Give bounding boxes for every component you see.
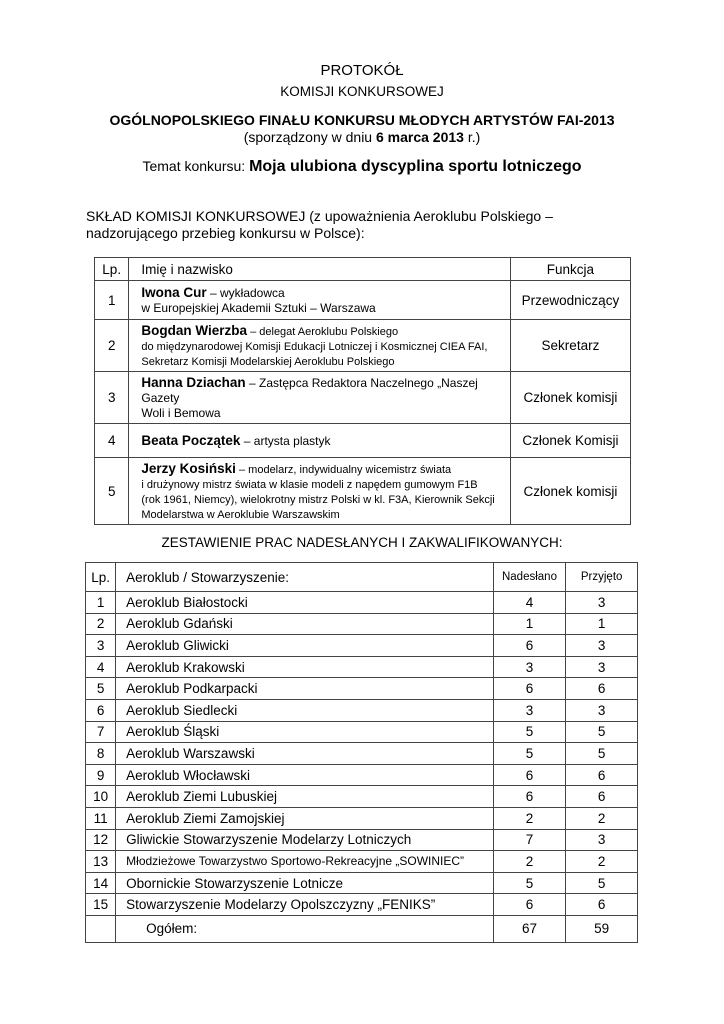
works-club: Aeroklub Warszawski <box>116 743 494 765</box>
works-row <box>86 764 638 786</box>
works-lp: 5 <box>86 678 116 700</box>
works-accepted: 3 <box>566 635 638 657</box>
works-accepted: 2 <box>566 807 638 829</box>
works-lp: 7 <box>86 721 116 743</box>
works-club: Stowarzyszenie Modelarzy Opolszczyzny „FENIKS” <box>116 894 494 916</box>
works-accepted: 3 <box>566 829 638 851</box>
works-club: Aeroklub Białostocki <box>116 592 494 614</box>
committee-header-name: Imię i nazwisko <box>129 258 510 281</box>
date-prefix: (sporządzony w dniu <box>243 129 376 145</box>
works-accepted: 6 <box>566 894 638 916</box>
works-accepted: 5 <box>566 872 638 894</box>
committee-header-lp: Lp. <box>95 258 129 281</box>
works-header-row <box>86 563 638 592</box>
works-club: Gliwickie Stowarzyszenie Modelarzy Lotniczych <box>116 829 494 851</box>
works-sent: 1 <box>493 613 566 635</box>
works-row <box>86 635 638 657</box>
works-club: Młodzieżowe Towarzystwo Sportowo-Rekreacyjne „SOWINIEC” <box>116 851 494 873</box>
committee-member <box>129 424 510 458</box>
date-value: 6 marca 2013 <box>375 129 464 145</box>
works-lp: 4 <box>86 656 116 678</box>
committee-lp: 3 <box>95 372 129 424</box>
document-subtitle: KOMISJI KONKURSOWEJ <box>280 84 444 99</box>
works-sent: 5 <box>493 743 566 765</box>
works-club: Aeroklub Ziemi Lubuskiej <box>116 786 494 808</box>
works-accepted: 3 <box>566 699 638 721</box>
works-lp: 14 <box>86 872 116 894</box>
committee-row <box>95 320 631 372</box>
works-row <box>86 829 638 851</box>
works-accepted: 3 <box>566 656 638 678</box>
works-accepted: 5 <box>566 721 638 743</box>
date-suffix: r.) <box>463 129 481 145</box>
works-club: Aeroklub Podkarpacki <box>116 678 494 700</box>
works-club: Obornickie Stowarzyszenie Lotnicze <box>116 872 494 894</box>
committee-lp: 2 <box>95 320 129 372</box>
works-table <box>85 562 638 943</box>
works-sent: 6 <box>493 678 566 700</box>
member-name: Jerzy Kosiński <box>141 461 236 476</box>
committee-table <box>94 257 631 525</box>
works-row <box>86 721 638 743</box>
works-row <box>86 872 638 894</box>
committee-lp: 1 <box>95 281 129 320</box>
works-row <box>86 592 638 614</box>
theme-label: Temat konkursu: <box>142 158 250 174</box>
works-lp: 11 <box>86 807 116 829</box>
works-title: ZESTAWIENIE PRAC NADESŁANYCH I ZAKWALIFIKOWANYCH: <box>161 535 563 550</box>
works-row <box>86 894 638 916</box>
works-club: Aeroklub Siedlecki <box>116 699 494 721</box>
works-row <box>86 678 638 700</box>
works-total-sent: 67 <box>493 915 566 942</box>
committee-member <box>129 458 510 525</box>
member-desc: Sekretarz Komisji Modelarskiej Aeroklubu Polskiego <box>141 356 395 368</box>
committee-member <box>129 372 510 424</box>
member-desc: – artysta plastyk <box>240 434 331 448</box>
member-desc: w Europejskiej Akademii Sztuki – Warszawa <box>141 301 376 315</box>
works-accepted: 3 <box>566 592 638 614</box>
works-accepted: 6 <box>566 764 638 786</box>
works-lp: 15 <box>86 894 116 916</box>
works-accepted: 1 <box>566 613 638 635</box>
works-lp: 10 <box>86 786 116 808</box>
committee-row <box>95 281 631 320</box>
member-name: Hanna Dziachan <box>141 375 246 390</box>
works-lp: 13 <box>86 851 116 873</box>
committee-header-row <box>95 258 631 281</box>
theme-line <box>0 158 724 176</box>
committee-row <box>95 424 631 458</box>
works-sent: 4 <box>493 592 566 614</box>
theme-value: Moja ulubiona dyscyplina sportu lotniczego <box>249 158 582 175</box>
works-lp: 8 <box>86 743 116 765</box>
member-desc: – delegat Aeroklubu Polskiego <box>247 326 399 338</box>
member-desc: – modelarz, indywidualny wicemistrz świata <box>235 464 452 476</box>
works-row <box>86 786 638 808</box>
works-lp: 9 <box>86 764 116 786</box>
works-sent: 2 <box>493 851 566 873</box>
works-row <box>86 656 638 678</box>
works-total-lp <box>86 915 116 942</box>
works-row <box>86 613 638 635</box>
works-total-row <box>86 915 638 942</box>
member-function: Członek komisji <box>510 458 630 525</box>
works-total-label: Ogółem: <box>116 915 494 942</box>
works-header-club: Aeroklub / Stowarzyszenie: <box>116 563 494 592</box>
member-desc: Modelarstwa w Aeroklubie Warszawskim <box>141 509 340 521</box>
works-sent: 5 <box>493 872 566 894</box>
member-desc: – wykładowca <box>206 286 285 300</box>
works-lp: 6 <box>86 699 116 721</box>
works-accepted: 5 <box>566 743 638 765</box>
member-function: Przewodniczący <box>510 281 630 320</box>
committee-lp: 4 <box>95 424 129 458</box>
works-accepted: 2 <box>566 851 638 873</box>
member-desc: (rok 1961, Niemcy), wielokrotny mistrz Polski w kl. F3A, Kierownik Sekcji <box>141 494 495 506</box>
committee-header-function: Funkcja <box>510 258 630 281</box>
works-header-accepted: Przyjęto <box>566 563 638 592</box>
works-club: Aeroklub Krakowski <box>116 656 494 678</box>
contest-heading: OGÓLNOPOLSKIEGO FINAŁU KONKURSU MŁODYCH ARTYSTÓW FAI-2013 <box>109 112 615 128</box>
works-sent: 5 <box>493 721 566 743</box>
committee-member <box>129 281 510 320</box>
works-sent: 7 <box>493 829 566 851</box>
works-lp: 3 <box>86 635 116 657</box>
committee-intro: SKŁAD KOMISJI KONKURSOWEJ (z upoważnienia Aeroklubu Polskiego – nadzorującego przebieg konkursu w Polsce): <box>86 208 553 241</box>
works-sent: 6 <box>493 764 566 786</box>
works-sent: 3 <box>493 656 566 678</box>
member-name: Bogdan Wierzba <box>141 323 248 338</box>
works-sent: 6 <box>493 894 566 916</box>
works-lp: 2 <box>86 613 116 635</box>
works-lp: 1 <box>86 592 116 614</box>
works-row <box>86 699 638 721</box>
member-name: Beata Początek <box>141 433 241 448</box>
works-row <box>86 743 638 765</box>
works-lp: 12 <box>86 829 116 851</box>
works-row <box>86 807 638 829</box>
works-club: Aeroklub Gdański <box>116 613 494 635</box>
works-header-sent: Nadesłano <box>493 563 566 592</box>
works-accepted: 6 <box>566 678 638 700</box>
member-desc: Woli i Bemowa <box>141 406 221 420</box>
works-total-accepted: 59 <box>566 915 638 942</box>
works-header-lp: Lp. <box>86 563 116 592</box>
committee-row <box>95 458 631 525</box>
member-name: Iwona Cur <box>141 285 207 300</box>
works-sent: 6 <box>493 635 566 657</box>
member-desc: i drużynowy mistrz świata w klasie modeli z napędem gumowym F1B <box>141 479 478 491</box>
member-function: Członek komisji <box>510 372 630 424</box>
works-club: Aeroklub Śląski <box>116 721 494 743</box>
works-club: Aeroklub Gliwicki <box>116 635 494 657</box>
works-club: Aeroklub Włocławski <box>116 764 494 786</box>
works-club: Aeroklub Ziemi Zamojskiej <box>116 807 494 829</box>
member-function: Sekretarz <box>510 320 630 372</box>
document-title: PROTOKÓŁ <box>320 62 404 79</box>
date-line <box>0 129 724 145</box>
works-sent: 2 <box>493 807 566 829</box>
committee-member <box>129 320 510 372</box>
works-sent: 6 <box>493 786 566 808</box>
member-function: Członek Komisji <box>510 424 630 458</box>
member-desc: do międzynarodowej Komisji Edukacji Lotniczej i Kosmicznej CIEA FAI, <box>141 341 488 353</box>
works-sent: 3 <box>493 699 566 721</box>
member-desc: – Zastępca Redaktora Naczelnego „Naszej Gazety <box>141 376 478 405</box>
committee-lp: 5 <box>95 458 129 525</box>
works-accepted: 6 <box>566 786 638 808</box>
works-row <box>86 851 638 873</box>
committee-row <box>95 372 631 424</box>
